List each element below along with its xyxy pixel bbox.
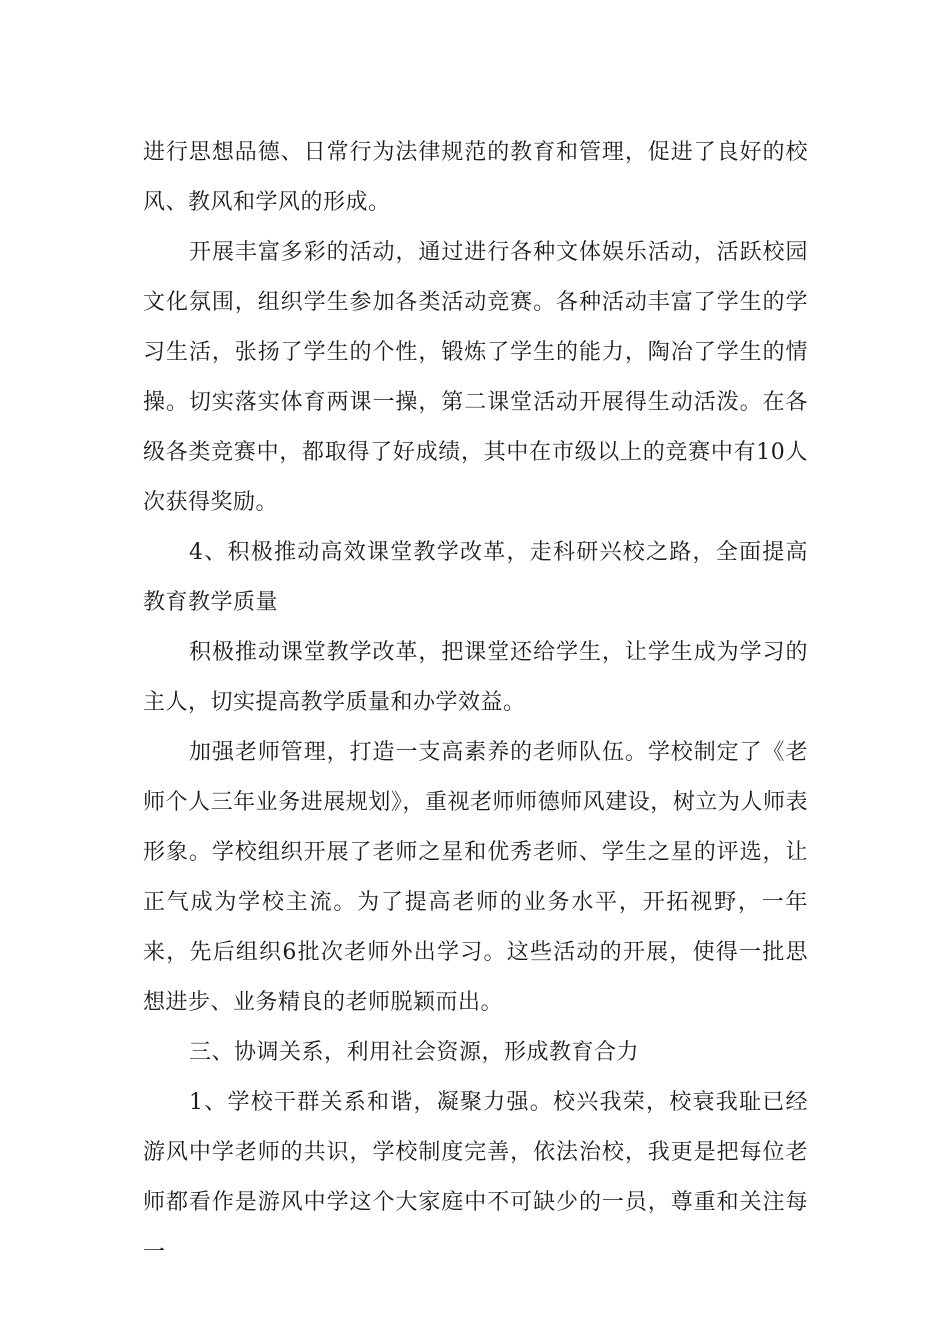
paragraph-school-relations: 1、学校干群关系和谐，凝聚力强。校兴我荣，校衰我耻已经游风中学老师的共识，学校制度完善，依法治校，我更是把每位老师都看作是游风中学这个大家庭中不可缺少的一员，尊重和关注每一 [143, 1090, 808, 1265]
heading-classroom-reform: 4、积极推动高效课堂教学改革，走科研兴校之路，全面提高教育教学质量 [143, 540, 808, 615]
paragraph-activities: 开展丰富多彩的活动，通过进行各种文体娱乐活动，活跃校园文化氛围，组织学生参加各类活动竞赛。各种活动丰富了学生的学习生活，张扬了学生的个性，锻炼了学生的能力，陶冶了学生的情操。切实落实体育两课一操，第二课堂活动开展得生动活泼。在各级各类竞赛中，都取得了好成绩，其中在市级以上的竞赛中有10人次获得奖励。 [143, 240, 808, 515]
paragraph-school-conduct: 进行思想品德、日常行为法律规范的教育和管理，促进了良好的校风、教风和学风的形成。 [143, 140, 808, 215]
paragraph-classroom-reform: 积极推动课堂教学改革，把课堂还给学生，让学生成为学习的主人，切实提高教学质量和办学效益。 [143, 640, 808, 715]
heading-coordination: 三、协调关系，利用社会资源，形成教育合力 [189, 1040, 640, 1065]
paragraph-teacher-management: 加强老师管理，打造一支高素养的老师队伍。学校制定了《老师个人三年业务进展规划》，重视老师师德师风建设，树立为人师表形象。学校组织开展了老师之星和优秀老师、学生之星的评选，让正气成为学校主流。为了提高老师的业务水平，开拓视野，一年来，先后组织6批次老师外出学习。这些活动的开展，使得一批思想进步、业务精良的老师脱颖而出。 [143, 740, 808, 1015]
document-body [143, 128, 808, 1278]
